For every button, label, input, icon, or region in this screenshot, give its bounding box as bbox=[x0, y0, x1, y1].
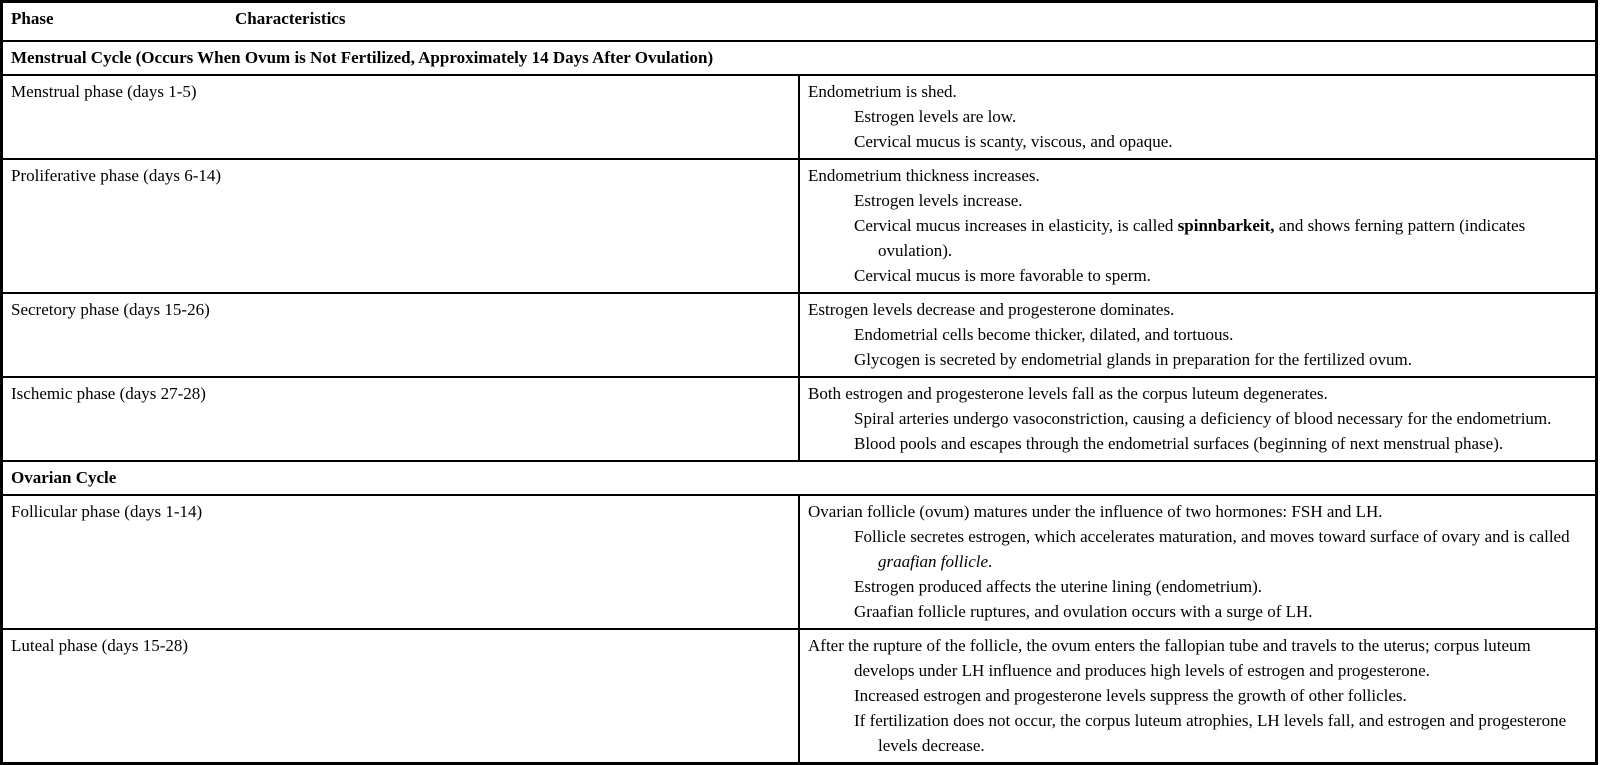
section-header-row-0 bbox=[2, 41, 1597, 75]
text-segment: Glycogen is secreted by endometrial glands in preparation for the fertilized ovum. bbox=[854, 350, 1412, 369]
characteristic-line bbox=[808, 381, 1587, 406]
characteristic-line bbox=[808, 163, 1587, 188]
text-segment: Estrogen produced affects the uterine lining (endometrium). bbox=[854, 577, 1263, 596]
characteristic-line bbox=[854, 104, 1587, 129]
text-segment: Increased estrogen and progesterone levels suppress the growth of other follicles. bbox=[854, 686, 1407, 705]
phase-label: Ischemic phase (days 27-28) bbox=[11, 384, 206, 403]
column-header-characteristics: Characteristics bbox=[235, 9, 346, 28]
characteristic-line bbox=[808, 79, 1587, 104]
characteristic-line bbox=[854, 188, 1587, 213]
text-segment: After the rupture of the follicle, the ovum enters the fallopian tube and travels to the uterus; corpus luteum develops under LH influence and produces high levels of estrogen and progesterone. bbox=[808, 636, 1531, 680]
table-row bbox=[2, 377, 1597, 461]
column-header-phase: Phase bbox=[11, 9, 54, 28]
characteristic-line bbox=[854, 129, 1587, 154]
phase-label: Menstrual phase (days 1-5) bbox=[11, 82, 197, 101]
characteristics-cell bbox=[799, 377, 1597, 461]
table-header-row bbox=[2, 2, 1597, 42]
characteristic-line bbox=[808, 499, 1587, 524]
characteristic-line bbox=[854, 322, 1587, 347]
text-segment: Cervical mucus is more favorable to sperm. bbox=[854, 266, 1151, 285]
text-segment: Estrogen levels increase. bbox=[854, 191, 1023, 210]
table-row bbox=[2, 75, 1597, 159]
table-row bbox=[2, 629, 1597, 764]
characteristic-line bbox=[808, 297, 1587, 322]
characteristic-line bbox=[854, 574, 1587, 599]
characteristic-line bbox=[808, 633, 1587, 683]
section-title: Ovarian Cycle bbox=[2, 461, 1597, 495]
table-row bbox=[2, 293, 1597, 377]
phase-cell bbox=[2, 75, 800, 159]
text-segment: Cervical mucus increases in elasticity, is called bbox=[854, 216, 1178, 235]
characteristics-cell bbox=[799, 75, 1597, 159]
text-segment: spinnbarkeit, bbox=[1177, 216, 1275, 235]
phase-cell bbox=[2, 159, 800, 293]
characteristic-line bbox=[854, 347, 1587, 372]
text-segment: and shows ferning pattern (indicates ovulation). bbox=[878, 216, 1526, 260]
characteristic-line bbox=[854, 213, 1587, 263]
characteristic-line bbox=[854, 708, 1587, 758]
characteristics-cell bbox=[799, 495, 1597, 629]
phase-cell bbox=[2, 629, 800, 764]
text-segment: Graafian follicle ruptures, and ovulation occurs with a surge of LH. bbox=[854, 602, 1313, 621]
phase-cell bbox=[2, 377, 800, 461]
characteristic-line bbox=[854, 263, 1587, 288]
text-segment: . bbox=[988, 552, 993, 571]
phase-label: Proliferative phase (days 6-14) bbox=[11, 166, 222, 185]
phase-cell bbox=[2, 495, 800, 629]
section-title: Menstrual Cycle (Occurs When Ovum is Not Fertilized, Approximately 14 Days After Ovulation) bbox=[2, 41, 1597, 75]
text-segment: graafian follicle bbox=[878, 552, 989, 571]
characteristics-cell bbox=[799, 293, 1597, 377]
text-segment: Spiral arteries undergo vasoconstriction, causing a deficiency of blood necessary for the endometrium. bbox=[854, 409, 1552, 428]
text-segment: Estrogen levels are low. bbox=[854, 107, 1017, 126]
phase-label: Follicular phase (days 1-14) bbox=[11, 502, 203, 521]
phase-cell bbox=[2, 293, 800, 377]
table-row bbox=[2, 159, 1597, 293]
characteristics-cell bbox=[799, 629, 1597, 764]
characteristic-line bbox=[854, 683, 1587, 708]
text-segment: Blood pools and escapes through the endometrial surfaces (beginning of next menstrual phase). bbox=[854, 434, 1504, 453]
characteristic-line bbox=[854, 406, 1587, 431]
characteristics-cell bbox=[799, 159, 1597, 293]
text-segment: Both estrogen and progesterone levels fall as the corpus luteum degenerates. bbox=[808, 384, 1328, 403]
text-segment: Endometrium thickness increases. bbox=[808, 166, 1040, 185]
text-segment: Endometrial cells become thicker, dilated, and tortuous. bbox=[854, 325, 1234, 344]
table-header-cell bbox=[2, 2, 1597, 42]
characteristic-line bbox=[854, 431, 1587, 456]
text-segment: Ovarian follicle (ovum) matures under the influence of two hormones: FSH and LH. bbox=[808, 502, 1383, 521]
section-header-row-1 bbox=[2, 461, 1597, 495]
characteristic-line bbox=[854, 524, 1587, 574]
table-body bbox=[2, 2, 1597, 764]
table-row bbox=[2, 495, 1597, 629]
text-segment: If fertilization does not occur, the corpus luteum atrophies, LH levels fall, and estrogen and progesterone levels decrease. bbox=[854, 711, 1567, 755]
text-segment: Endometrium is shed. bbox=[808, 82, 957, 101]
text-segment: Estrogen levels decrease and progesterone dominates. bbox=[808, 300, 1175, 319]
text-segment: Cervical mucus is scanty, viscous, and opaque. bbox=[854, 132, 1173, 151]
characteristic-line bbox=[854, 599, 1587, 624]
phase-label: Secretory phase (days 15-26) bbox=[11, 300, 210, 319]
phase-label: Luteal phase (days 15-28) bbox=[11, 636, 189, 655]
text-segment: Follicle secretes estrogen, which accelerates maturation, and moves toward surface of ovary and is called bbox=[854, 527, 1570, 546]
